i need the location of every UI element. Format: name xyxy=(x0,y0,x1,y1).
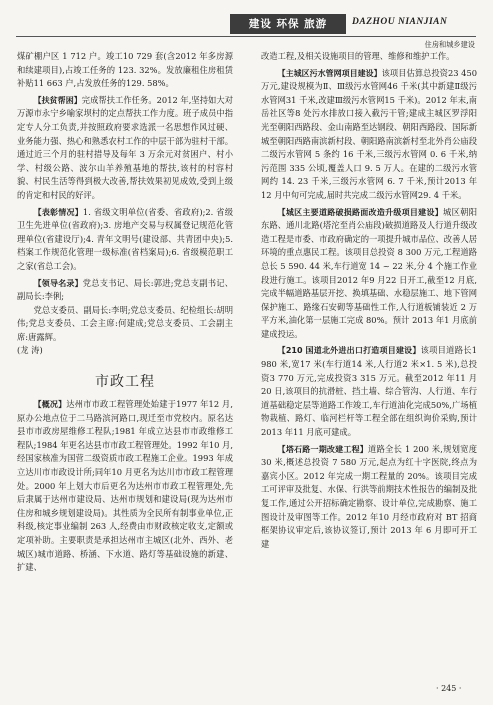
subsection-label: 住房和城乡建设 xyxy=(424,40,475,49)
paragraph: 党总支委员、副局长:李明;党总支委员、纪检组长:胡明伟;党总支委员、工会主席:何建成;党总支委员、工会副主席:唐露辉。 xyxy=(17,304,233,342)
entry-tag: 【210 国道北外进出口打造项目建设】 xyxy=(277,346,421,356)
section-tab: 建设 环保 旅游 xyxy=(230,14,346,34)
left-column xyxy=(17,50,233,575)
page-number: · 245 · xyxy=(436,684,462,693)
paragraph: 改造工程,及相关设施项目的管理、维修和维护工作。 xyxy=(261,51,455,61)
paragraph: 煤矿棚户区 1 712 户。竣工10 729 套(含2012 年多房源和续建项目),占竣工任务的 123. 32%。发放廉租住房租赁补贴11 663 户,占发放任务的129. 58%。 xyxy=(17,51,233,89)
journal-title: DAZHOU NIANJIAN xyxy=(352,17,448,27)
entry-tag: 【概况】 xyxy=(33,400,67,410)
author-signature: (龙 涛) xyxy=(17,345,43,356)
paragraph: 【表彰情况】1. 省级文明单位(省委、省政府);2. 省级卫生先进单位(省政府);3. 房地产交易与权属登记规范化管理单位(省建设厅);4. 青年文明号(建设部、共青团中央);5. 档案工作规范化管理一级标准(省档案局);6. 省级模范职工之家(省总工会)。 xyxy=(17,206,233,271)
paragraph: 【领导名录】党总支书记、局长:郭进;党总支副书记、副局长:李俐; xyxy=(17,277,234,302)
paragraph: 【塔石路一期改建工程】道路全长 1 200 米,规划宽度 30 米,概述总投资 7 580 万元,起点为红十字医院,终点为嘉宾小区。2012 年完成一期工程量的 20%。该项目完成工可评审及批复、水保、行洪等前期技术性报告的编制及批复工作,通过公开招标确定勘察、设计单位,完成勘察、施工图设计及审图等工作。2012 年10 月经市政府对 BT 招商框架协议审定后,该协议签订,预计 2013 年 6 月即可开工建 xyxy=(261,443,477,549)
entry-tag: 【城区主要道路破损路面改造升级项目建设】 xyxy=(277,207,443,217)
entry-tag: 【主城区污水管网项目建设】 xyxy=(277,68,382,78)
paragraph: 【概况】达州市市政工程管理处始建于1977 年12 月,原办公地点位于二马路滨河路口,现迁至市党校内。原名达县市市政房屋维修工程队;1981 年成立达县市市政维修工程队;1984 年更名达县市市政工程管理处。1992 年10 月,经国家核准为国营二级资质市政工程施工企业。1993 年成立达川市市政设计所;同年10 月更名为达川市市政工程管理处。2000 年上划大市后更名为达州市市政工程管理处,先后隶属于达州市建设局、达州市规划和建设局(现为达州市住房和城乡规划建设局)。其性质为全民所有制事业单位,正科级,核定事业编制 263 人,经费由市财政核定收支,定额或定项补助。主要职责是承担达州市主城区(北外、西外、老城区)城市道路、桥涵、下水道、路灯等基础设施的新建、扩建、 xyxy=(17,399,233,573)
running-header xyxy=(230,14,476,34)
section-title: 市政工程 xyxy=(95,374,155,391)
paragraph: 【扶贫帮困】完成帮扶工作任务。2012 年,坚持如大对万源市永宁乡喻家坝村的定点帮扶工作力度。班子成员中指定专人分工负责,并按照政府要求选派一名思想作风过硬、业务能力强、热心和熟悉农村工作的中层干部为驻村干部。通过近三个月的驻村措导及每年 3 万余元对贫困户、村小学、村级公路、波尔山羊养殖基地的帮扶,该村的村容村貌、村民生活等得到极大改善,帮扶效果初见成效,受到上级的肯定和村民的好评。 xyxy=(17,94,233,200)
entry-tag: 【表彰情况】 xyxy=(33,207,83,217)
paragraph: 【210 国道北外进出口打造项目建设】该项目道路长1 980 米,宽17 米(车行道14 米,人行道2 米×1. 5 米),总投资3 770 万元,完成投资3 315 万元。截至2012 年11 月20 日,该项目的抗滑桩、挡土墙、综合管沟、人行道、车行道基础稳定层等道路工作竣工,车行道油化完成50%,广场植物栽植、路灯、临河栏杆等工程全部在组织询价采购,预计2013 年11 月底可建成。 xyxy=(261,345,478,438)
entry-tag: 【领导名录】 xyxy=(33,278,83,288)
entry-tag: 【塔石路一期改建工程】 xyxy=(277,444,369,454)
entry-tag: 【扶贫帮困】 xyxy=(33,95,82,105)
paragraph: 【城区主要道路破损路面改造升级项目建设】城区朝阳东路、通川北路(塔沱至肖公庙段)破损道路及人行道升级改造工程是市委、市政府确定的一项提升城市品位、改善人居环境的重点惠民工程。该项目总投资 8 300 万元,工程道路总长 5 590. 44 米,车行道宽 14 ~ 22 米,分 4 个施工作业段进行施工。该项目2012 年9 月22 日开工,截至12 月底,完成半幅道路基层开挖、换填基础、水稳层施工、地下管网保护施工、路缘石安砌等基础性工作,人行道板铺装近 2 万平方米,油化第一层施工完成 80%。预计 2013 年1 月底前建成投运。 xyxy=(261,206,477,339)
paragraph: 【主城区污水管网项目建设】该项目估算总投资23 450 万元,建设规模为Ⅱ、Ⅲ级污水管网46 千米(其中新建Ⅱ级污水管网31 千米,改建Ⅲ级污水管网15 千米)。2012 年末,南岳社区等8 处污水排放口接入截污干管;建成主城区罗浮阳光至朝阳西路段、金山南路至达钢段、朝阳西路段、国际新城至朝阳西路南滨新村段、朝阳路南滨新村至北外肖公庙段二级污水管网 5 条约 16 千米,三级污水管网 0. 6 千米,纳污范围 335 公顷,覆盖人口 9. 5 万人。在建的二级污水管网约 14. 23 千米,三级污水管网 6. 7 千米,预计2013 年12 月中旬可完成,届时共完成二级污水管网29. 4 千米。 xyxy=(261,67,478,200)
right-column xyxy=(261,50,477,551)
header-rule xyxy=(16,36,476,37)
